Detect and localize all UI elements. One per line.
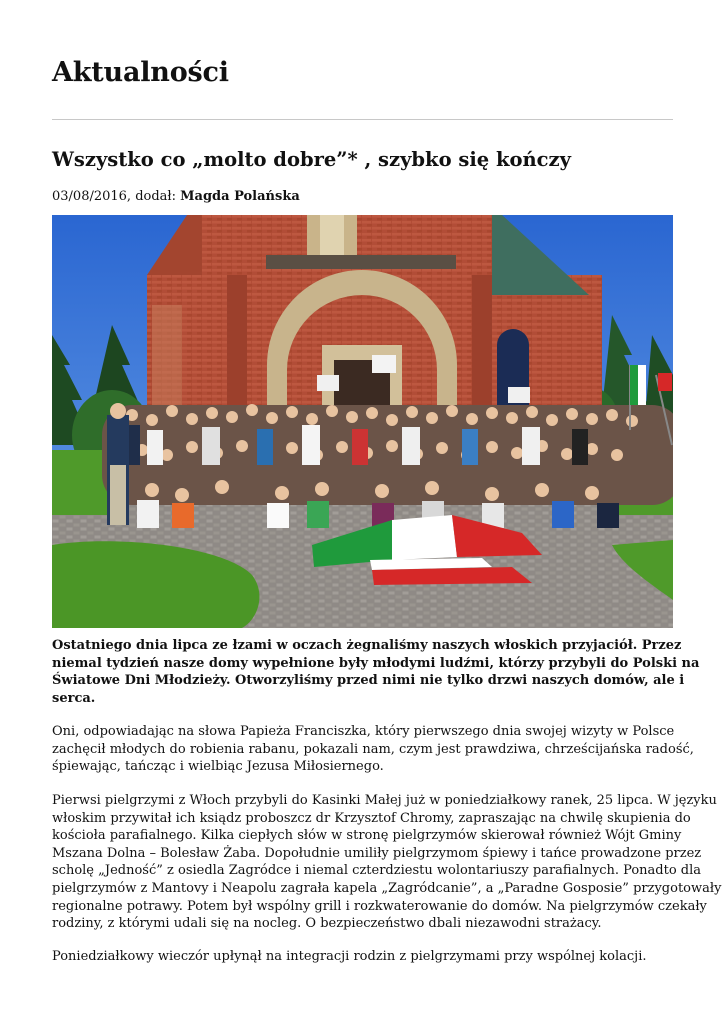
lead-line: Światowe Dni Młodzieży. Otworzyliśmy przed nimi nie tylko drzwi naszych domów, ale i (52, 673, 685, 689)
group-photo-image (52, 215, 673, 628)
lead-line: Ostatniego dnia lipca ze łzami w oczach żegnaliśmy naszych włoskich przyjaciół. Przez (52, 638, 682, 653)
article-date: 03/08/2016, dodał: (52, 189, 181, 204)
article-paragraph-1 (52, 723, 694, 776)
article-paragraph-3 (52, 948, 673, 966)
lead-line: serca. (52, 690, 96, 706)
divider (52, 119, 673, 120)
paragraph-line: rodziny, z którymi udali się na nocleg. O bezpieczeństwo dbali niezawodni strażacy. (52, 916, 602, 932)
paragraph-line: śpiewając, tańcząc i wielbiąc Jezusa Miłosiernego. (52, 759, 384, 775)
article-paragraph-2 (52, 792, 722, 933)
article-title[interactable]: Wszystko co „molto dobre”* , szybko się kończy (52, 148, 571, 171)
paragraph-line: scholę „Jedność” z osiedla Zagródce i niemal czterdziestu wolontariuszy parafialnych. Ponadto dla (52, 863, 702, 879)
article-author[interactable]: Magda Polańska (180, 189, 300, 204)
paragraph-line: Pierwsi pielgrzymi z Włoch przybyli do Kasinki Małej już w poniedziałkowy ranek, 25 lipca. W języku (52, 793, 717, 808)
lead-line: niemal tydzień nasze domy wypełnione były młodymi ludźmi, którzy przybyli do Polski na (52, 655, 700, 671)
page-heading: Aktualności (52, 57, 229, 88)
paragraph-line: pielgrzymów z Mantovy i Neapolu zagrała kapela „Zagródcanie”, a „Paradne Gosposie” przygotowały (52, 880, 722, 896)
paragraph-line: kościoła parafialnego. Kilka ciepłych słów w stronę pielgrzymów skierował również Wójt Gminy (52, 828, 682, 844)
article-meta (52, 188, 300, 206)
paragraph-line: regionalne potrawy. Potem był wspólny grill i rozkwaterowanie do domów. Na pielgrzymów czekały (52, 898, 707, 914)
paragraph-line: Oni, odpowiadając na słowa Papieża Franciszka, który pierwszego dnia swojej wizyty w Polsce (52, 724, 675, 739)
paragraph-line: włoskim przywitał ich ksiądz proboszcz dr Krzysztof Chromy, zapraszając na chwilę skupienia do (52, 810, 691, 826)
paragraph-line: Poniedziałkowy wieczór upłynął na integracji rodzin z pielgrzymami przy wspólnej kolacji. (52, 949, 647, 964)
paragraph-line: zachęcił młodych do robienia rabanu, pokazali nam, czym jest prawdziwa, chrześcijańska radość, (52, 741, 694, 757)
paragraph-line: Mszana Dolna – Bolesław Żaba. Dopołudnie umiliły pielgrzymom śpiewy i tańce prowadzone przez (52, 845, 702, 861)
article-photo (52, 215, 673, 628)
article-lead (52, 637, 700, 707)
